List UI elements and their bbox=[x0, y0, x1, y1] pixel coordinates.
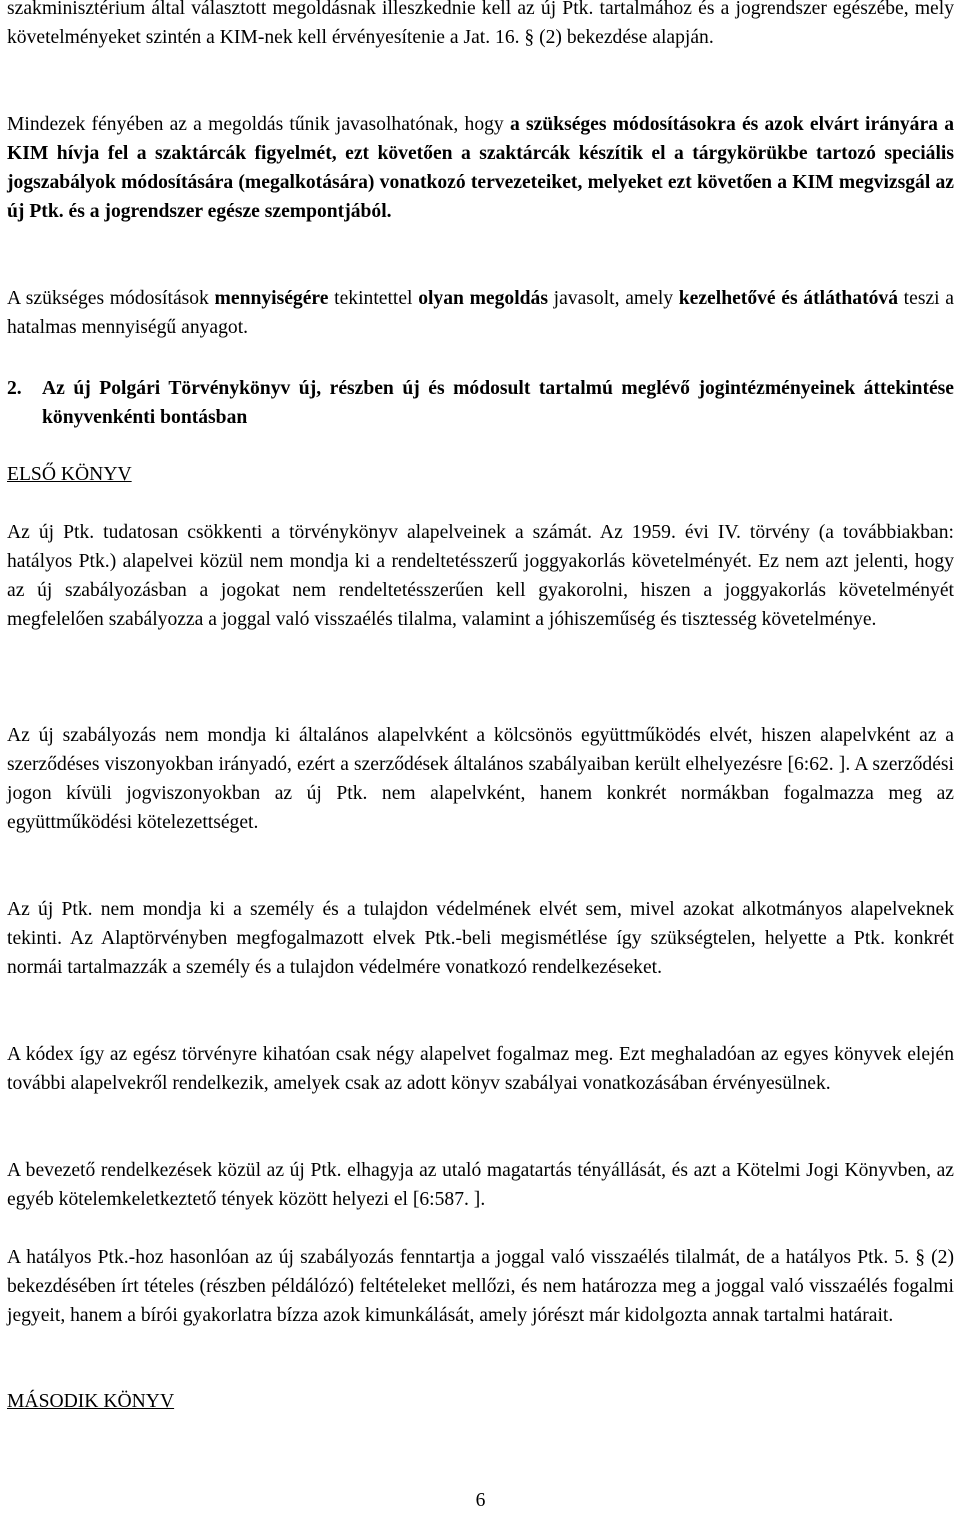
book-title-first: ELSŐ KÖNYV bbox=[7, 464, 132, 485]
paragraph-codex: A kódex így az egész törvényre kihatóan csak négy alapelvet fogalmaz meg. Ezt meghaladóan az egyes könyvek elején további alapelvekről rendelkezik, amelyek csak az adott könyv szabályai vonatkozásában érvényesülnek. bbox=[7, 1044, 954, 1094]
page-number: 6 bbox=[475, 1490, 486, 1511]
text-run: tekintettel bbox=[328, 288, 419, 309]
paragraph-principles: Az új Ptk. tudatosan csökkenti a törvénykönyv alapelveinek a számát. Az 1959. évi IV. törvény (a továbbiakban: hatályos Ptk.) alapelvei közül nem mondja ki a rendeltetésszerű joggyakorlás követelményét. Ez nem azt jelenti, hogy az új szabályozásban a jogokat nem rendeltetésszerűen kell gyakorolni, hiszen a joggyakorlás követelményét megfelelően szabályozza a joggal való visszaélés tilalma, valamint a jóhiszeműség és tisztesség követelménye. bbox=[7, 522, 954, 630]
text-run: A szükséges módosítások bbox=[7, 288, 215, 309]
section-number: 2. bbox=[7, 378, 22, 399]
bold-run: olyan megoldás bbox=[418, 288, 548, 309]
bold-run: mennyiségére bbox=[214, 288, 329, 309]
paragraph-quantity bbox=[7, 284, 954, 342]
paragraph-recommendation-lead: Mindezek fényében az a megoldás tűnik javasolhatónak, hogy bbox=[7, 114, 510, 135]
text-run: javasolt, amely bbox=[547, 288, 679, 309]
section-title: Az új Polgári Törvénykönyv új, részben új és módosult tartalmú meglévő jogintézményeinek áttekintése könyvenkénti bontásban bbox=[42, 378, 954, 428]
section-heading bbox=[7, 374, 954, 432]
paragraph-protection: Az új Ptk. nem mondja ki a személy és a tulajdon védelmének elvét sem, mivel azokat alkotmányos alapelveknek tekinti. Az Alaptörvényben megfogalmazott elvek Ptk.-beli megismétlése így szükségtelen, helyette a Ptk. konkrét normái tartalmazzák a személy és a tulajdon védelmére vonatkozó rendelkezéseket. bbox=[7, 899, 954, 978]
text-run: teszi a hatalmas mennyiségű anyagot. bbox=[7, 288, 954, 338]
book-title-second: MÁSODIK KÖNYV bbox=[7, 1391, 175, 1412]
paragraph-recommendation-emphasis: a szükséges módosításokra és azok elvárt irányára a KIM hívja fel a szaktárcák figyelmét, ezt követően a szaktárcák készítik el a tárgykörükbe tartozó speciális jogszabályok módosítására (megalkotására) vonatkozó tervezeteiket, melyeket ezt követően a KIM megvizsgál az új Ptk. és a jogrendszer egésze szempontjából. bbox=[7, 114, 954, 222]
paragraph-introductory: A bevezető rendelkezések közül az új Ptk. elhagyja az utaló magatartás tényállását, és azt a Kötelmi Jogi Könyvben, az egyéb kötelemkeletkeztető tények között helyezi el [6:587. ]. bbox=[7, 1160, 954, 1210]
paragraph-abuse-of-rights: A hatályos Ptk.-hoz hasonlóan az új szabályozás fenntartja a joggal való visszaélés tilalmát, de a hatályos Ptk. 5. § (2) bekezdésében írt tételes (részben példálózó) feltételeket mellőzi, és nem határozza meg a joggal való visszaélés fogalmi jegyeit, hanem a bírói gyakorlatra bízza azok kimunkálását, amely jórészt már kidolgozta annak tartalmi határait. bbox=[7, 1247, 954, 1326]
paragraph-cooperation: Az új szabályozás nem mondja ki általános alapelvként a kölcsönös együttműködés elvét, hiszen alapelvként az a szerződéses viszonyokban irányadó, ezért a szerződések általános szabályaiban került elhelyezésre [6:62. ]. A szerződési jogon kívüli jogviszonyokban az új Ptk. nem alapelvként, hanem konkrét normákban fogalmazza meg az együttműködési kötelezettséget. bbox=[7, 725, 954, 833]
bold-run: kezelhetővé és átláthatóvá bbox=[678, 288, 898, 309]
paragraph-intro-continuation: szakminisztérium által választott megoldásnak illeszkednie kell az új Ptk. tartalmához és a jogrendszer egészébe, mely követelményeket szintén a KIM-nek kell érvényesítenie a Jat. 16. § (2) bekezdése alapján. bbox=[7, 0, 954, 48]
paragraph-recommendation bbox=[7, 110, 954, 226]
